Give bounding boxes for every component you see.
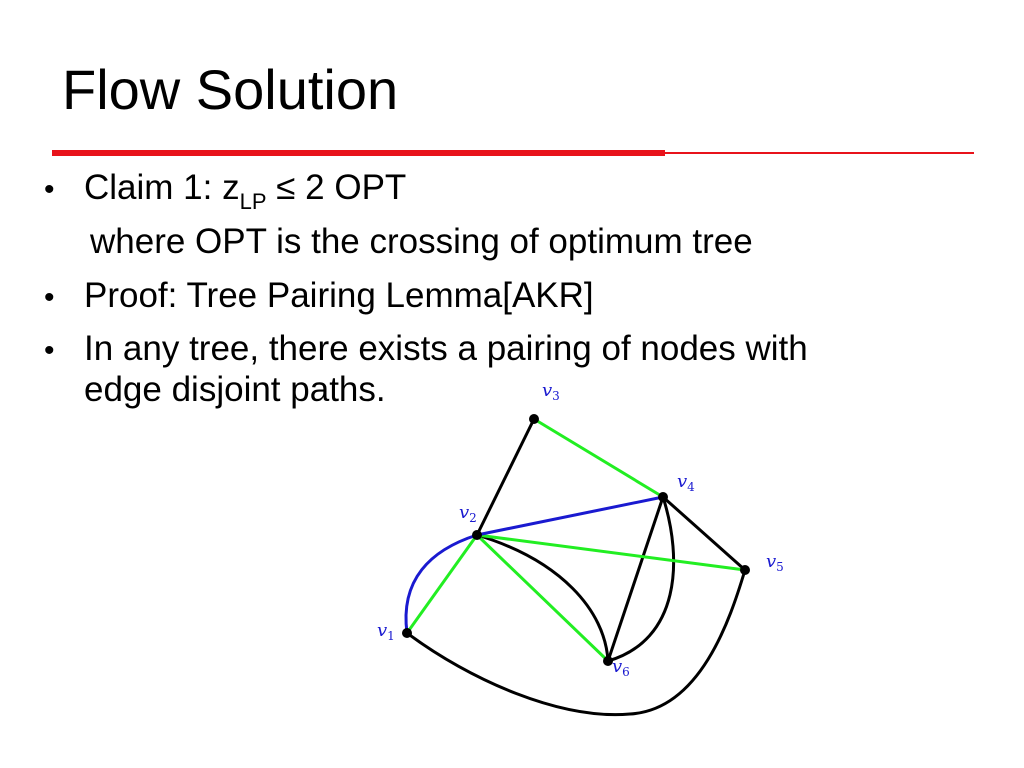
edge-v4-v6-curve — [608, 497, 674, 661]
slide-title: Flow Solution — [62, 58, 399, 121]
edge-v2-v6 — [477, 535, 608, 661]
claim-subscript: LP — [239, 189, 267, 214]
node-v4 — [658, 492, 668, 502]
bullet-marker-3: • — [44, 334, 55, 367]
node-v3 — [529, 414, 539, 424]
bullet-tree-pairing-line-1: In any tree, there exists a pairing of nodes with — [84, 329, 808, 368]
bullet-tree-pairing-line-2: edge disjoint paths. — [84, 370, 386, 409]
bullet-marker-2: • — [44, 281, 55, 314]
label-v1: $v_1$ — [377, 620, 395, 643]
black-edges — [407, 419, 745, 715]
bullet-marker-1: • — [44, 173, 55, 206]
edge-v4-v6 — [608, 497, 663, 661]
edge-v2-v5 — [477, 535, 745, 570]
node-v1 — [402, 628, 412, 638]
bullet-claim-1-continuation: where OPT is the crossing of optimum tree — [90, 222, 753, 261]
label-v4: $v_4$ — [677, 471, 695, 494]
node-v2 — [472, 530, 482, 540]
edge-v2-v4-blue — [477, 497, 663, 535]
claim-prefix: Claim 1: z — [84, 168, 240, 207]
label-v3: $v_3$ — [542, 380, 560, 403]
edge-v3-v2 — [477, 419, 534, 535]
edge-v3-v4 — [534, 419, 663, 497]
claim-suffix: ≤ 2 OPT — [266, 168, 407, 207]
label-v2: $v_2$ — [459, 502, 477, 525]
label-v6: $v_6$ — [612, 656, 630, 679]
green-edges — [407, 419, 745, 661]
bullet-proof: Proof: Tree Pairing Lemma[AKR] — [84, 276, 594, 315]
label-v5: $v_5$ — [766, 551, 784, 574]
node-v5 — [740, 565, 750, 575]
